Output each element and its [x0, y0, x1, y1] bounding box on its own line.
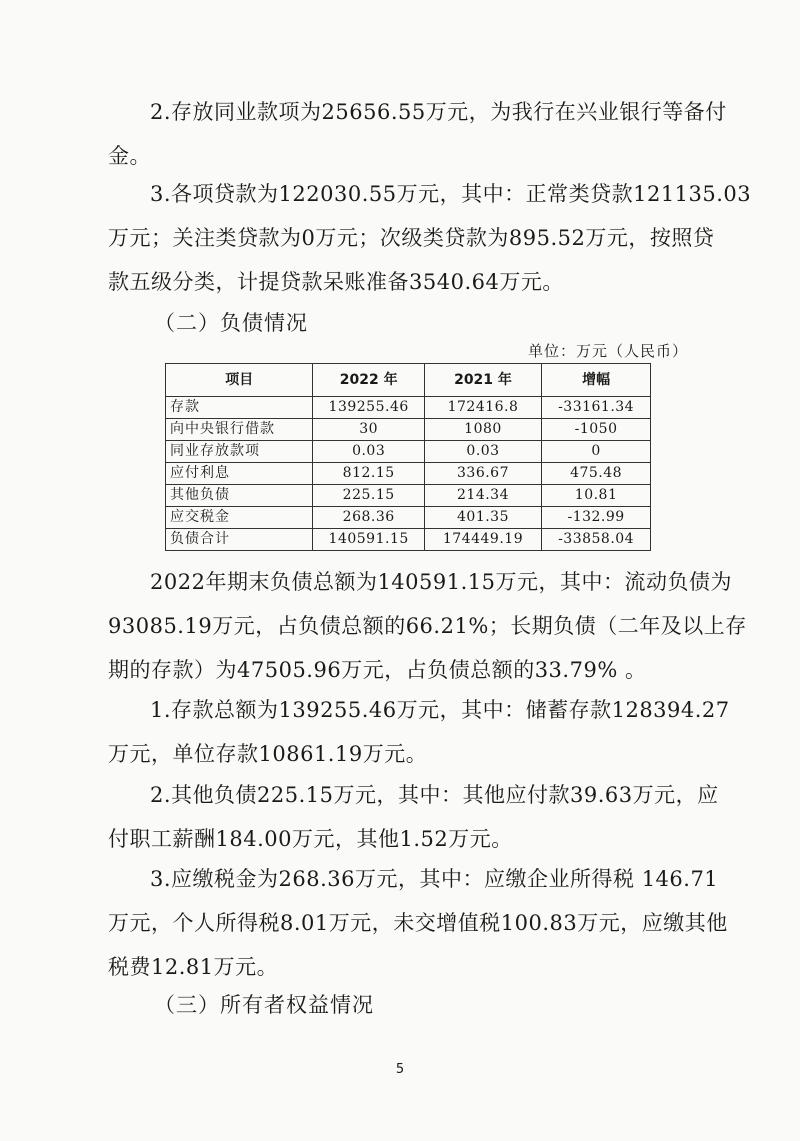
cell-item: 负债合计 — [166, 529, 313, 551]
column-header-2022: 2022 年 — [313, 364, 424, 397]
table-row — [166, 485, 651, 507]
cell-item: 应交税金 — [166, 507, 313, 529]
cell-2021: 0.03 — [424, 441, 541, 463]
table-unit-label: 单位：万元（人民币） — [527, 342, 688, 360]
cell-change: -1050 — [542, 419, 651, 441]
paragraph-interbank-deposits — [108, 90, 727, 178]
table-row — [166, 529, 651, 551]
cell-2022: 139255.46 — [313, 397, 424, 419]
cell-change: -33161.34 — [542, 397, 651, 419]
text-line: 付职工薪酬184.00万元，其他1.52万元。 — [108, 827, 513, 851]
column-header-2021: 2021 年 — [424, 364, 541, 397]
cell-item: 应付利息 — [166, 463, 313, 485]
cell-change: -33858.04 — [542, 529, 651, 551]
text-line: 93085.19万元，占负债总额的66.21%；长期负债（二年及以上存 — [108, 614, 747, 638]
paragraph-other-liabilities — [108, 773, 719, 861]
cell-2022: 140591.15 — [313, 529, 424, 551]
table-row — [166, 397, 651, 419]
cell-change: 475.48 — [542, 463, 651, 485]
text-line: 万元，单位存款10861.19万元。 — [108, 742, 428, 766]
column-header-change: 增幅 — [542, 364, 651, 397]
cell-item: 向中央银行借款 — [166, 419, 313, 441]
cell-2021: 174449.19 — [424, 529, 541, 551]
section-heading-equity: （三）所有者权益情况 — [154, 993, 374, 1017]
table-row — [166, 507, 651, 529]
cell-change: 0 — [542, 441, 651, 463]
table-row — [166, 463, 651, 485]
paragraph-loans — [108, 172, 752, 304]
section-heading-liabilities: （二）负债情况 — [154, 311, 308, 335]
text-line: 3.应缴税金为268.36万元，其中：应缴企业所得税 146.71 — [150, 867, 719, 891]
paragraph-deposits — [108, 688, 730, 776]
cell-2022: 268.36 — [313, 507, 424, 529]
cell-item: 其他负债 — [166, 485, 313, 507]
table-row — [166, 441, 651, 463]
text-line: 2022年期末负债总额为140591.15万元，其中：流动负债为 — [150, 570, 733, 594]
table-row — [166, 419, 651, 441]
cell-2022: 225.15 — [313, 485, 424, 507]
cell-item: 存款 — [166, 397, 313, 419]
text-line: 2.其他负债225.15万元，其中：其他应付款39.63万元，应 — [150, 783, 719, 807]
paragraph-total-liabilities — [108, 560, 747, 692]
paragraph-taxes — [108, 857, 728, 989]
column-header-item: 项目 — [166, 364, 313, 397]
cell-2022: 30 — [313, 419, 424, 441]
text-line: 税费12.81万元。 — [108, 955, 279, 979]
cell-change: -132.99 — [542, 507, 651, 529]
cell-item: 同业存放款项 — [166, 441, 313, 463]
cell-2021: 401.35 — [424, 507, 541, 529]
table-header-row — [166, 364, 651, 397]
text-line: 2.存放同业款项为25656.55万元，为我行在兴业银行等备付 — [150, 100, 727, 124]
text-line: 万元；关注类贷款为0万元；次级类贷款为895.52万元，按照贷 — [108, 226, 715, 250]
text-line: 期的存款）为47505.96万元，占负债总额的33.79% 。 — [108, 658, 647, 682]
page-number: 5 — [395, 1062, 405, 1077]
text-line: 金。 — [108, 144, 151, 168]
text-line: 款五级分类，计提贷款呆账准备3540.64万元。 — [108, 270, 564, 294]
text-line: 3.各项贷款为122030.55万元，其中：正常类贷款121135.03 — [150, 182, 752, 206]
cell-2022: 812.15 — [313, 463, 424, 485]
cell-change: 10.81 — [542, 485, 651, 507]
cell-2021: 172416.8 — [424, 397, 541, 419]
cell-2021: 1080 — [424, 419, 541, 441]
cell-2021: 214.34 — [424, 485, 541, 507]
text-line: 1.存款总额为139255.46万元，其中：储蓄存款128394.27 — [150, 698, 730, 722]
cell-2022: 0.03 — [313, 441, 424, 463]
liabilities-table — [165, 363, 651, 551]
cell-2021: 336.67 — [424, 463, 541, 485]
text-line: 万元，个人所得税8.01万元，未交增值税100.83万元，应缴其他 — [108, 911, 728, 935]
